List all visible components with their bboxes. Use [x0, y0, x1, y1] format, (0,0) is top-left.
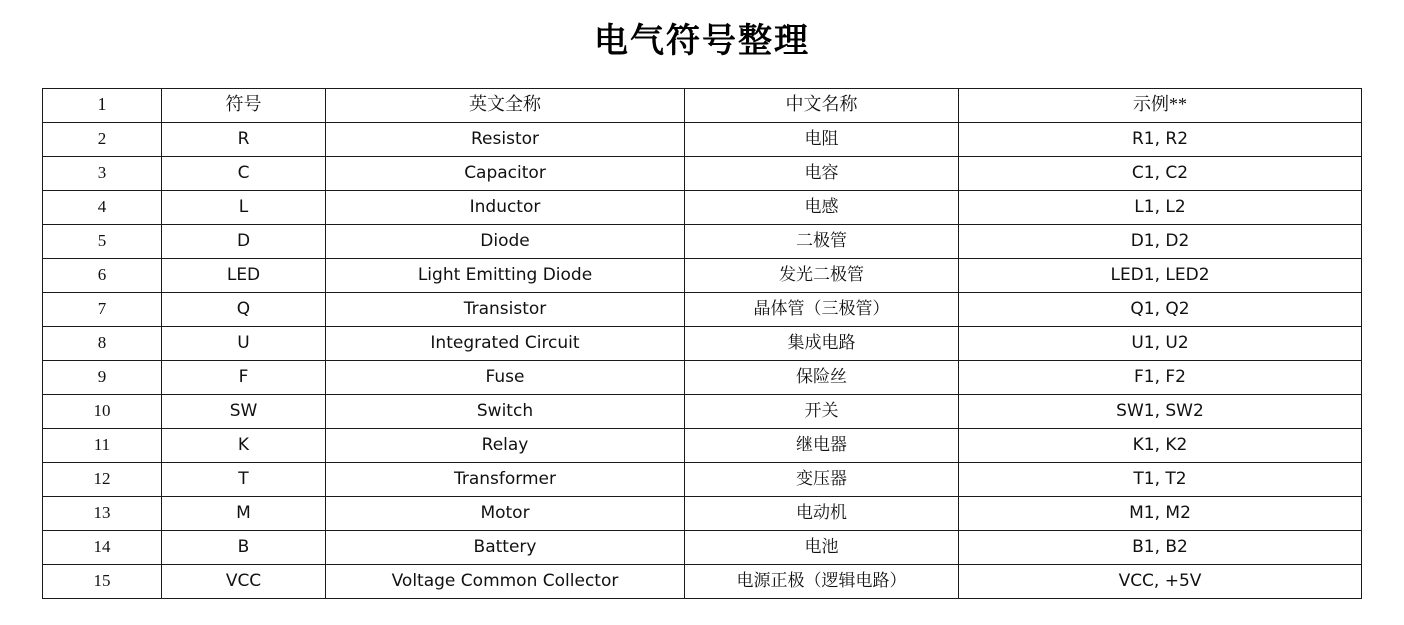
cell-chinese: 电池: [685, 530, 959, 564]
cell-chinese: 电动机: [685, 496, 959, 530]
cell-english: Inductor: [326, 190, 685, 224]
cell-index: 10: [43, 394, 162, 428]
cell-english: Resistor: [326, 122, 685, 156]
cell-symbol: D: [162, 224, 326, 258]
cell-index: 5: [43, 224, 162, 258]
table-row: [43, 190, 1362, 224]
cell-index: 13: [43, 496, 162, 530]
header-cell-symbol: 符号: [162, 88, 326, 122]
cell-index: 15: [43, 564, 162, 598]
table-row: [43, 122, 1362, 156]
cell-chinese: 发光二极管: [685, 258, 959, 292]
table-row: [43, 564, 1362, 598]
cell-english: Relay: [326, 428, 685, 462]
cell-example: R1, R2: [959, 122, 1362, 156]
cell-example: M1, M2: [959, 496, 1362, 530]
cell-english: Voltage Common Collector: [326, 564, 685, 598]
cell-example: L1, L2: [959, 190, 1362, 224]
cell-chinese: 保险丝: [685, 360, 959, 394]
cell-example: VCC, +5V: [959, 564, 1362, 598]
table-row: [43, 156, 1362, 190]
symbols-table-container: [42, 88, 1362, 599]
cell-english: Capacitor: [326, 156, 685, 190]
cell-symbol: C: [162, 156, 326, 190]
cell-example: C1, C2: [959, 156, 1362, 190]
cell-symbol: U: [162, 326, 326, 360]
cell-example: U1, U2: [959, 326, 1362, 360]
cell-example: F1, F2: [959, 360, 1362, 394]
cell-index: 9: [43, 360, 162, 394]
cell-index: 11: [43, 428, 162, 462]
cell-chinese: 开关: [685, 394, 959, 428]
cell-example: T1, T2: [959, 462, 1362, 496]
cell-chinese: 电阻: [685, 122, 959, 156]
cell-english: Motor: [326, 496, 685, 530]
cell-symbol: T: [162, 462, 326, 496]
cell-chinese: 电源正极（逻辑电路）: [685, 564, 959, 598]
table-row: [43, 258, 1362, 292]
header-cell-example: 示例**: [959, 88, 1362, 122]
electrical-symbols-table: [42, 88, 1362, 599]
cell-symbol: SW: [162, 394, 326, 428]
cell-symbol: F: [162, 360, 326, 394]
header-cell-index: 1: [43, 88, 162, 122]
cell-chinese: 电容: [685, 156, 959, 190]
cell-english: Transistor: [326, 292, 685, 326]
cell-index: 8: [43, 326, 162, 360]
cell-index: 6: [43, 258, 162, 292]
table-row: [43, 292, 1362, 326]
document-page: [0, 18, 1404, 625]
cell-symbol: L: [162, 190, 326, 224]
cell-index: 14: [43, 530, 162, 564]
cell-symbol: Q: [162, 292, 326, 326]
cell-symbol: M: [162, 496, 326, 530]
cell-symbol: K: [162, 428, 326, 462]
cell-example: D1, D2: [959, 224, 1362, 258]
cell-english: Battery: [326, 530, 685, 564]
table-body: [43, 88, 1362, 598]
cell-example: SW1, SW2: [959, 394, 1362, 428]
table-row: [43, 224, 1362, 258]
cell-symbol: LED: [162, 258, 326, 292]
table-row: [43, 326, 1362, 360]
page-title: 电气符号整理: [594, 23, 810, 60]
cell-symbol: B: [162, 530, 326, 564]
cell-chinese: 继电器: [685, 428, 959, 462]
cell-english: Switch: [326, 394, 685, 428]
table-header-row: [43, 88, 1362, 122]
cell-chinese: 变压器: [685, 462, 959, 496]
cell-chinese: 集成电路: [685, 326, 959, 360]
cell-chinese: 二极管: [685, 224, 959, 258]
cell-example: B1, B2: [959, 530, 1362, 564]
cell-chinese: 电感: [685, 190, 959, 224]
header-cell-english: 英文全称: [326, 88, 685, 122]
table-row: [43, 428, 1362, 462]
cell-english: Integrated Circuit: [326, 326, 685, 360]
cell-example: Q1, Q2: [959, 292, 1362, 326]
cell-example: LED1, LED2: [959, 258, 1362, 292]
table-row: [43, 360, 1362, 394]
cell-index: 4: [43, 190, 162, 224]
cell-english: Fuse: [326, 360, 685, 394]
cell-english: Diode: [326, 224, 685, 258]
cell-english: Transformer: [326, 462, 685, 496]
table-row: [43, 496, 1362, 530]
cell-index: 12: [43, 462, 162, 496]
table-row: [43, 394, 1362, 428]
table-row: [43, 530, 1362, 564]
cell-chinese: 晶体管（三极管）: [685, 292, 959, 326]
cell-english: Light Emitting Diode: [326, 258, 685, 292]
header-cell-chinese: 中文名称: [685, 88, 959, 122]
cell-index: 7: [43, 292, 162, 326]
cell-symbol: VCC: [162, 564, 326, 598]
cell-index: 2: [43, 122, 162, 156]
cell-symbol: R: [162, 122, 326, 156]
cell-index: 3: [43, 156, 162, 190]
table-row: [43, 462, 1362, 496]
cell-example: K1, K2: [959, 428, 1362, 462]
